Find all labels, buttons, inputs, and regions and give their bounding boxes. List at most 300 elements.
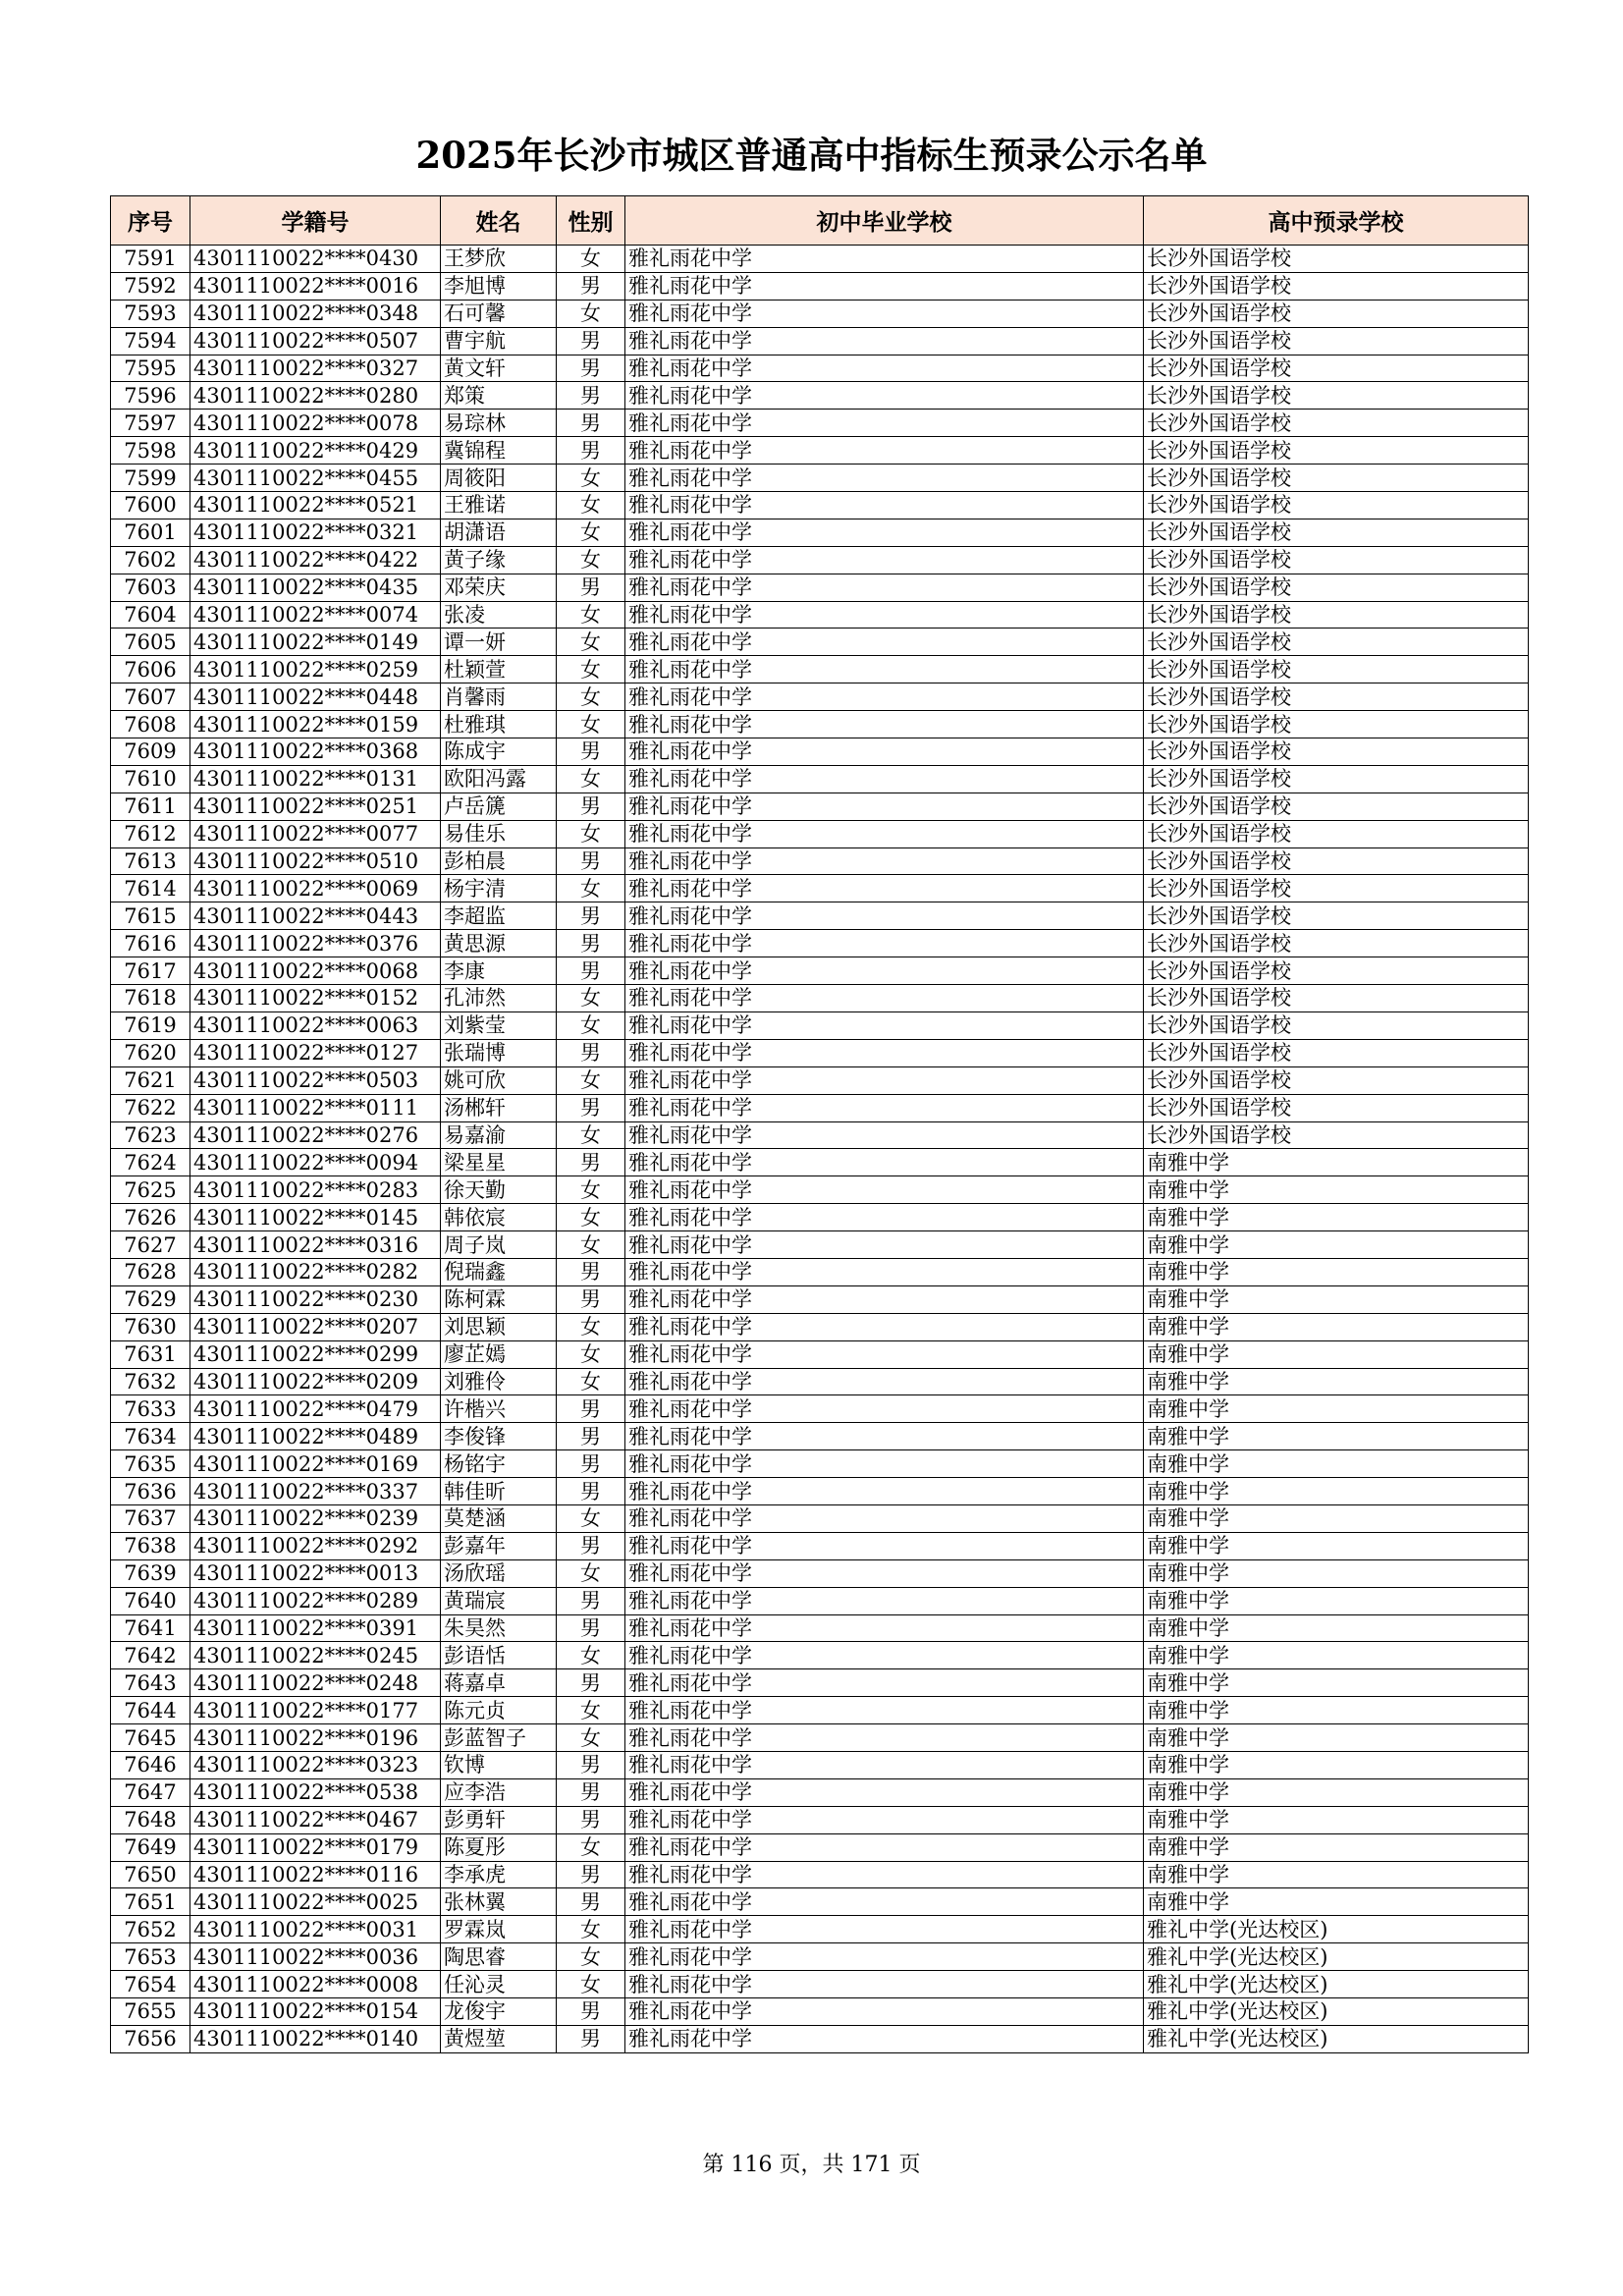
cell-gender: 男 — [557, 1258, 625, 1285]
cell-junior-school: 雅礼雨花中学 — [625, 930, 1144, 957]
cell-junior-school: 雅礼雨花中学 — [625, 410, 1144, 437]
cell-gender: 男 — [557, 437, 625, 465]
cell-gender: 女 — [557, 1176, 625, 1204]
cell-senior-school: 南雅中学 — [1144, 1587, 1529, 1614]
cell-name: 陈元贞 — [441, 1697, 557, 1724]
cell-gender: 男 — [557, 1094, 625, 1121]
cell-gender: 男 — [557, 1806, 625, 1833]
cell-junior-school: 雅礼雨花中学 — [625, 1669, 1144, 1697]
cell-index: 7606 — [111, 656, 190, 683]
cell-student-id: 4301110022****0209 — [190, 1368, 441, 1395]
cell-junior-school: 雅礼雨花中学 — [625, 1724, 1144, 1752]
cell-name: 欧阳冯露 — [441, 765, 557, 793]
table-row — [111, 272, 1529, 300]
cell-senior-school: 南雅中学 — [1144, 1478, 1529, 1505]
cell-senior-school: 长沙外国语学校 — [1144, 519, 1529, 546]
cell-gender: 男 — [557, 1149, 625, 1176]
cell-gender: 女 — [557, 629, 625, 656]
cell-student-id: 4301110022****0348 — [190, 300, 441, 327]
cell-junior-school: 雅礼雨花中学 — [625, 327, 1144, 355]
cell-senior-school: 长沙外国语学校 — [1144, 410, 1529, 437]
header-name: 姓名 — [441, 196, 557, 246]
table-row — [111, 410, 1529, 437]
cell-gender: 男 — [557, 1751, 625, 1778]
cell-junior-school: 雅礼雨花中学 — [625, 1971, 1144, 1998]
header-junior-school: 初中毕业学校 — [625, 196, 1144, 246]
cell-student-id: 4301110022****0169 — [190, 1450, 441, 1478]
cell-junior-school: 雅礼雨花中学 — [625, 1697, 1144, 1724]
cell-senior-school: 长沙外国语学校 — [1144, 957, 1529, 985]
cell-junior-school: 雅礼雨花中学 — [625, 957, 1144, 985]
table-row — [111, 2025, 1529, 2052]
cell-index: 7604 — [111, 601, 190, 629]
table-row — [111, 1532, 1529, 1559]
cell-junior-school: 雅礼雨花中学 — [625, 1943, 1144, 1971]
cell-name: 钦博 — [441, 1751, 557, 1778]
cell-student-id: 4301110022****0116 — [190, 1861, 441, 1888]
cell-index: 7634 — [111, 1423, 190, 1450]
table-row — [111, 1833, 1529, 1861]
cell-index: 7602 — [111, 546, 190, 574]
cell-name: 陈夏彤 — [441, 1833, 557, 1861]
cell-junior-school: 雅礼雨花中学 — [625, 382, 1144, 410]
table-row — [111, 656, 1529, 683]
cell-gender: 女 — [557, 1971, 625, 1998]
cell-student-id: 4301110022****0289 — [190, 1587, 441, 1614]
cell-gender: 男 — [557, 327, 625, 355]
cell-gender: 女 — [557, 765, 625, 793]
cell-name: 刘雅伶 — [441, 1368, 557, 1395]
cell-index: 7628 — [111, 1258, 190, 1285]
cell-senior-school: 雅礼中学(光达校区) — [1144, 1916, 1529, 1943]
header-senior-school: 高中预录学校 — [1144, 196, 1529, 246]
table-row — [111, 1943, 1529, 1971]
cell-student-id: 4301110022****0078 — [190, 410, 441, 437]
cell-student-id: 4301110022****0327 — [190, 355, 441, 382]
cell-gender: 女 — [557, 465, 625, 492]
cell-junior-school: 雅礼雨花中学 — [625, 1340, 1144, 1368]
cell-junior-school: 雅礼雨花中学 — [625, 546, 1144, 574]
table-row — [111, 1094, 1529, 1121]
cell-gender: 男 — [557, 793, 625, 820]
cell-junior-school: 雅礼雨花中学 — [625, 1094, 1144, 1121]
cell-junior-school: 雅礼雨花中学 — [625, 1559, 1144, 1587]
cell-student-id: 4301110022****0292 — [190, 1532, 441, 1559]
cell-senior-school: 长沙外国语学校 — [1144, 1121, 1529, 1149]
table-row — [111, 519, 1529, 546]
cell-student-id: 4301110022****0507 — [190, 327, 441, 355]
cell-senior-school: 南雅中学 — [1144, 1231, 1529, 1259]
cell-student-id: 4301110022****0510 — [190, 847, 441, 875]
cell-student-id: 4301110022****0443 — [190, 902, 441, 930]
cell-index: 7618 — [111, 985, 190, 1012]
cell-name: 张瑞博 — [441, 1039, 557, 1066]
cell-name: 廖芷嫣 — [441, 1340, 557, 1368]
table-row — [111, 793, 1529, 820]
table-row — [111, 382, 1529, 410]
cell-index: 7646 — [111, 1751, 190, 1778]
table-row — [111, 1231, 1529, 1259]
table-row — [111, 847, 1529, 875]
cell-senior-school: 长沙外国语学校 — [1144, 847, 1529, 875]
cell-gender: 女 — [557, 519, 625, 546]
cell-index: 7622 — [111, 1094, 190, 1121]
table-row — [111, 1504, 1529, 1532]
cell-name: 梁星星 — [441, 1149, 557, 1176]
cell-name: 李俊锋 — [441, 1423, 557, 1450]
cell-name: 张凌 — [441, 601, 557, 629]
cell-senior-school: 南雅中学 — [1144, 1368, 1529, 1395]
table-row — [111, 546, 1529, 574]
cell-student-id: 4301110022****0008 — [190, 1971, 441, 1998]
cell-senior-school: 长沙外国语学校 — [1144, 875, 1529, 902]
cell-name: 应李浩 — [441, 1778, 557, 1806]
cell-name: 黄思源 — [441, 930, 557, 957]
cell-student-id: 4301110022****0521 — [190, 492, 441, 519]
cell-name: 彭嘉年 — [441, 1532, 557, 1559]
cell-name: 彭柏晨 — [441, 847, 557, 875]
cell-gender: 男 — [557, 902, 625, 930]
cell-student-id: 4301110022****0276 — [190, 1121, 441, 1149]
table-row — [111, 327, 1529, 355]
cell-gender: 女 — [557, 656, 625, 683]
cell-junior-school: 雅礼雨花中学 — [625, 1751, 1144, 1778]
cell-index: 7629 — [111, 1285, 190, 1313]
cell-gender: 女 — [557, 875, 625, 902]
cell-name: 黄子缘 — [441, 546, 557, 574]
cell-student-id: 4301110022****0251 — [190, 793, 441, 820]
cell-name: 陈成宇 — [441, 738, 557, 766]
cell-index: 7594 — [111, 327, 190, 355]
table-row — [111, 1395, 1529, 1423]
cell-index: 7595 — [111, 355, 190, 382]
table-row — [111, 1861, 1529, 1888]
table-row — [111, 1998, 1529, 2026]
cell-gender: 男 — [557, 1478, 625, 1505]
cell-senior-school: 南雅中学 — [1144, 1806, 1529, 1833]
cell-index: 7607 — [111, 683, 190, 711]
cell-name: 肖馨雨 — [441, 683, 557, 711]
cell-student-id: 4301110022****0239 — [190, 1504, 441, 1532]
cell-student-id: 4301110022****0245 — [190, 1642, 441, 1669]
cell-index: 7627 — [111, 1231, 190, 1259]
cell-senior-school: 长沙外国语学校 — [1144, 820, 1529, 847]
cell-student-id: 4301110022****0368 — [190, 738, 441, 766]
cell-junior-school: 雅礼雨花中学 — [625, 820, 1144, 847]
cell-name: 陈柯霖 — [441, 1285, 557, 1313]
cell-index: 7625 — [111, 1176, 190, 1204]
cell-gender: 男 — [557, 2025, 625, 2052]
cell-name: 杜雅琪 — [441, 711, 557, 738]
table-row — [111, 1450, 1529, 1478]
cell-gender: 女 — [557, 1204, 625, 1231]
cell-senior-school: 长沙外国语学校 — [1144, 492, 1529, 519]
cell-senior-school: 南雅中学 — [1144, 1504, 1529, 1532]
cell-junior-school: 雅礼雨花中学 — [625, 902, 1144, 930]
cell-student-id: 4301110022****0280 — [190, 382, 441, 410]
table-row — [111, 1697, 1529, 1724]
cell-gender: 男 — [557, 1450, 625, 1478]
header-gender: 性别 — [557, 196, 625, 246]
cell-index: 7642 — [111, 1642, 190, 1669]
cell-name: 周子岚 — [441, 1231, 557, 1259]
cell-junior-school: 雅礼雨花中学 — [625, 793, 1144, 820]
cell-junior-school: 雅礼雨花中学 — [625, 1532, 1144, 1559]
cell-index: 7651 — [111, 1888, 190, 1916]
cell-index: 7611 — [111, 793, 190, 820]
cell-gender: 男 — [557, 1039, 625, 1066]
table-row — [111, 683, 1529, 711]
cell-student-id: 4301110022****0016 — [190, 272, 441, 300]
cell-gender: 男 — [557, 1587, 625, 1614]
cell-junior-school: 雅礼雨花中学 — [625, 1861, 1144, 1888]
cell-gender: 男 — [557, 1998, 625, 2026]
cell-name: 杨铭宇 — [441, 1450, 557, 1478]
cell-index: 7624 — [111, 1149, 190, 1176]
roster-table — [110, 195, 1529, 2053]
cell-junior-school: 雅礼雨花中学 — [625, 519, 1144, 546]
cell-student-id: 4301110022****0094 — [190, 1149, 441, 1176]
table-row — [111, 300, 1529, 327]
cell-gender: 男 — [557, 355, 625, 382]
table-row — [111, 1176, 1529, 1204]
cell-name: 邓荣庆 — [441, 574, 557, 601]
cell-senior-school: 长沙外国语学校 — [1144, 1094, 1529, 1121]
cell-student-id: 4301110022****0282 — [190, 1258, 441, 1285]
page-footer: 第 116 页，共 171 页 — [702, 2153, 921, 2177]
table-row — [111, 1149, 1529, 1176]
cell-name: 彭语恬 — [441, 1642, 557, 1669]
cell-senior-school: 长沙外国语学校 — [1144, 246, 1529, 273]
cell-junior-school: 雅礼雨花中学 — [625, 1778, 1144, 1806]
cell-student-id: 4301110022****0283 — [190, 1176, 441, 1204]
table-row — [111, 1368, 1529, 1395]
cell-name: 王梦欣 — [441, 246, 557, 273]
cell-index: 7598 — [111, 437, 190, 465]
cell-junior-school: 雅礼雨花中学 — [625, 1614, 1144, 1642]
table-row — [111, 1423, 1529, 1450]
cell-gender: 女 — [557, 1559, 625, 1587]
cell-senior-school: 长沙外国语学校 — [1144, 1066, 1529, 1094]
cell-student-id: 4301110022****0489 — [190, 1423, 441, 1450]
cell-gender: 男 — [557, 574, 625, 601]
cell-index: 7639 — [111, 1559, 190, 1587]
cell-junior-school: 雅礼雨花中学 — [625, 355, 1144, 382]
cell-student-id: 4301110022****0230 — [190, 1285, 441, 1313]
cell-junior-school: 雅礼雨花中学 — [625, 601, 1144, 629]
cell-index: 7601 — [111, 519, 190, 546]
table-row — [111, 1724, 1529, 1752]
cell-name: 黄煜堃 — [441, 2025, 557, 2052]
cell-gender: 女 — [557, 1916, 625, 1943]
cell-senior-school: 南雅中学 — [1144, 1450, 1529, 1478]
cell-name: 蒋嘉卓 — [441, 1669, 557, 1697]
cell-index: 7615 — [111, 902, 190, 930]
cell-junior-school: 雅礼雨花中学 — [625, 1504, 1144, 1532]
cell-name: 倪瑞鑫 — [441, 1258, 557, 1285]
cell-junior-school: 雅礼雨花中学 — [625, 738, 1144, 766]
cell-index: 7656 — [111, 2025, 190, 2052]
cell-index: 7631 — [111, 1340, 190, 1368]
cell-index: 7654 — [111, 1971, 190, 1998]
cell-student-id: 4301110022****0337 — [190, 1478, 441, 1505]
cell-junior-school: 雅礼雨花中学 — [625, 1368, 1144, 1395]
cell-gender: 女 — [557, 1313, 625, 1340]
cell-gender: 男 — [557, 1285, 625, 1313]
table-row — [111, 1806, 1529, 1833]
cell-student-id: 4301110022****0391 — [190, 1614, 441, 1642]
cell-name: 郑策 — [441, 382, 557, 410]
cell-gender: 女 — [557, 1066, 625, 1094]
cell-gender: 男 — [557, 1532, 625, 1559]
cell-student-id: 4301110022****0068 — [190, 957, 441, 985]
cell-junior-school: 雅礼雨花中学 — [625, 1258, 1144, 1285]
cell-student-id: 4301110022****0159 — [190, 711, 441, 738]
cell-junior-school: 雅礼雨花中学 — [625, 1231, 1144, 1259]
cell-senior-school: 南雅中学 — [1144, 1313, 1529, 1340]
cell-senior-school: 南雅中学 — [1144, 1669, 1529, 1697]
cell-index: 7617 — [111, 957, 190, 985]
cell-student-id: 4301110022****0013 — [190, 1559, 441, 1587]
cell-junior-school: 雅礼雨花中学 — [625, 1395, 1144, 1423]
cell-senior-school: 雅礼中学(光达校区) — [1144, 1943, 1529, 1971]
cell-name: 李康 — [441, 957, 557, 985]
cell-student-id: 4301110022****0259 — [190, 656, 441, 683]
cell-senior-school: 南雅中学 — [1144, 1258, 1529, 1285]
cell-index: 7597 — [111, 410, 190, 437]
table-row — [111, 1011, 1529, 1039]
cell-student-id: 4301110022****0179 — [190, 1833, 441, 1861]
cell-index: 7652 — [111, 1916, 190, 1943]
cell-gender: 男 — [557, 410, 625, 437]
cell-senior-school: 南雅中学 — [1144, 1423, 1529, 1450]
cell-index: 7641 — [111, 1614, 190, 1642]
cell-gender: 男 — [557, 847, 625, 875]
cell-senior-school: 雅礼中学(光达校区) — [1144, 2025, 1529, 2052]
cell-junior-school: 雅礼雨花中学 — [625, 1916, 1144, 1943]
cell-student-id: 4301110022****0299 — [190, 1340, 441, 1368]
cell-index: 7648 — [111, 1806, 190, 1833]
cell-name: 许楷兴 — [441, 1395, 557, 1423]
table-row — [111, 1121, 1529, 1149]
cell-student-id: 4301110022****0323 — [190, 1751, 441, 1778]
table-row — [111, 1778, 1529, 1806]
table-row — [111, 1669, 1529, 1697]
cell-name: 龙俊宇 — [441, 1998, 557, 2026]
cell-student-id: 4301110022****0131 — [190, 765, 441, 793]
cell-junior-school: 雅礼雨花中学 — [625, 272, 1144, 300]
cell-index: 7630 — [111, 1313, 190, 1340]
cell-name: 孔沛然 — [441, 985, 557, 1012]
cell-index: 7638 — [111, 1532, 190, 1559]
cell-student-id: 4301110022****0207 — [190, 1313, 441, 1340]
cell-gender: 男 — [557, 1861, 625, 1888]
cell-student-id: 4301110022****0177 — [190, 1697, 441, 1724]
cell-senior-school: 长沙外国语学校 — [1144, 683, 1529, 711]
cell-student-id: 4301110022****0025 — [190, 1888, 441, 1916]
cell-gender: 女 — [557, 492, 625, 519]
cell-name: 韩佳昕 — [441, 1478, 557, 1505]
cell-senior-school: 雅礼中学(光达校区) — [1144, 1998, 1529, 2026]
cell-junior-school: 雅礼雨花中学 — [625, 574, 1144, 601]
cell-student-id: 4301110022****0455 — [190, 465, 441, 492]
table-body — [111, 246, 1529, 2053]
table-row — [111, 902, 1529, 930]
cell-student-id: 4301110022****0031 — [190, 1916, 441, 1943]
cell-senior-school: 长沙外国语学校 — [1144, 738, 1529, 766]
cell-student-id: 4301110022****0145 — [190, 1204, 441, 1231]
cell-name: 杨宇清 — [441, 875, 557, 902]
table-row — [111, 1614, 1529, 1642]
table-header-row — [111, 196, 1529, 246]
cell-name: 姚可欣 — [441, 1066, 557, 1094]
cell-index: 7626 — [111, 1204, 190, 1231]
table-row — [111, 1587, 1529, 1614]
table-row — [111, 246, 1529, 273]
table-row — [111, 1285, 1529, 1313]
cell-name: 任沁灵 — [441, 1971, 557, 1998]
cell-senior-school: 长沙外国语学校 — [1144, 765, 1529, 793]
cell-junior-school: 雅礼雨花中学 — [625, 1998, 1144, 2026]
cell-name: 李承虎 — [441, 1861, 557, 1888]
cell-name: 黄文轩 — [441, 355, 557, 382]
cell-senior-school: 长沙外国语学校 — [1144, 930, 1529, 957]
cell-junior-school: 雅礼雨花中学 — [625, 1806, 1144, 1833]
cell-gender: 女 — [557, 820, 625, 847]
cell-gender: 男 — [557, 1395, 625, 1423]
cell-student-id: 4301110022****0448 — [190, 683, 441, 711]
cell-index: 7621 — [111, 1066, 190, 1094]
cell-gender: 男 — [557, 1423, 625, 1450]
cell-senior-school: 长沙外国语学校 — [1144, 711, 1529, 738]
cell-name: 莫楚涵 — [441, 1504, 557, 1532]
cell-senior-school: 南雅中学 — [1144, 1340, 1529, 1368]
cell-index: 7653 — [111, 1943, 190, 1971]
cell-junior-school: 雅礼雨花中学 — [625, 1478, 1144, 1505]
cell-index: 7596 — [111, 382, 190, 410]
cell-senior-school: 南雅中学 — [1144, 1176, 1529, 1204]
cell-senior-school: 长沙外国语学校 — [1144, 327, 1529, 355]
cell-gender: 女 — [557, 711, 625, 738]
cell-senior-school: 长沙外国语学校 — [1144, 574, 1529, 601]
cell-gender: 女 — [557, 1697, 625, 1724]
cell-junior-school: 雅礼雨花中学 — [625, 1833, 1144, 1861]
cell-senior-school: 南雅中学 — [1144, 1204, 1529, 1231]
cell-junior-school: 雅礼雨花中学 — [625, 1066, 1144, 1094]
cell-student-id: 4301110022****0467 — [190, 1806, 441, 1833]
table-row — [111, 1642, 1529, 1669]
cell-student-id: 4301110022****0036 — [190, 1943, 441, 1971]
table-row — [111, 875, 1529, 902]
cell-senior-school: 长沙外国语学校 — [1144, 902, 1529, 930]
cell-index: 7610 — [111, 765, 190, 793]
cell-index: 7633 — [111, 1395, 190, 1423]
cell-junior-school: 雅礼雨花中学 — [625, 1642, 1144, 1669]
cell-student-id: 4301110022****0077 — [190, 820, 441, 847]
cell-senior-school: 南雅中学 — [1144, 1697, 1529, 1724]
table-row — [111, 1559, 1529, 1587]
cell-junior-school: 雅礼雨花中学 — [625, 2025, 1144, 2052]
table-row — [111, 1039, 1529, 1066]
cell-name: 易佳乐 — [441, 820, 557, 847]
cell-student-id: 4301110022****0430 — [190, 246, 441, 273]
table-row — [111, 574, 1529, 601]
cell-gender: 女 — [557, 1724, 625, 1752]
cell-gender: 男 — [557, 1778, 625, 1806]
cell-junior-school: 雅礼雨花中学 — [625, 492, 1144, 519]
cell-gender: 女 — [557, 985, 625, 1012]
cell-senior-school: 南雅中学 — [1144, 1861, 1529, 1888]
